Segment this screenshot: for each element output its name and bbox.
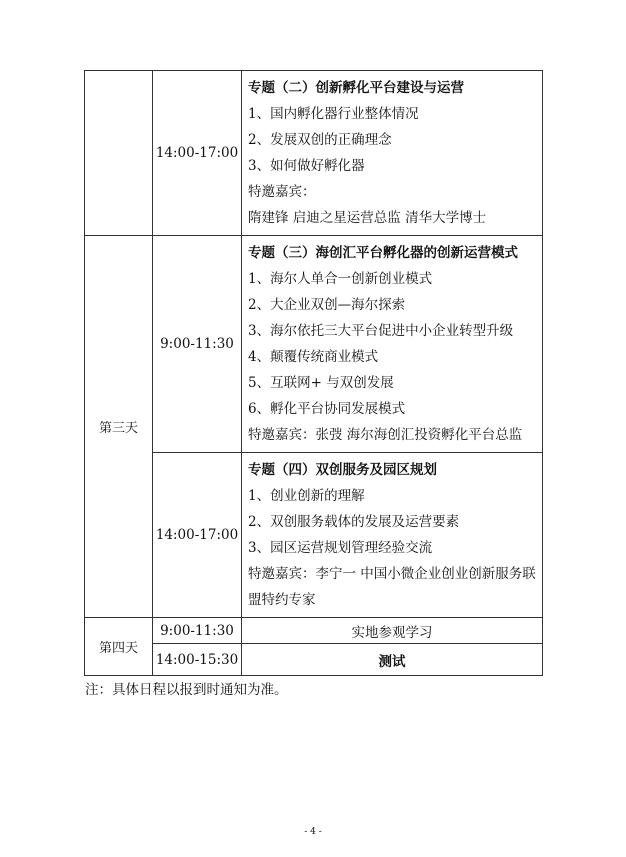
- day-cell: 第三天: [85, 236, 153, 618]
- session-title: 专题（四）双创服务及园区规划: [248, 462, 437, 478]
- content-cell: [242, 71, 543, 236]
- list-item: 4、颠覆传统商业模式: [248, 349, 379, 365]
- table-row: [85, 644, 543, 676]
- day-cell: 第四天: [85, 618, 153, 676]
- day-cell-empty: [85, 71, 153, 236]
- time-cell: 14:00-17:00: [153, 71, 242, 236]
- content-cell: [242, 236, 543, 453]
- session-title: 专题（三）海创汇平台孵化器的创新运营模式: [248, 245, 518, 261]
- session-title: 专题（二）创新孵化平台建设与运营: [248, 80, 464, 96]
- time-cell: 9:00-11:30: [153, 618, 242, 644]
- table-row: [85, 453, 543, 618]
- list-item: 5、互联网+ 与双创发展: [248, 375, 394, 391]
- list-item: 3、如何做好孵化器: [248, 158, 365, 174]
- table-row: [85, 71, 543, 236]
- guest-info: 特邀嘉宾：张弢 海尔海创汇投资孵化平台总监: [248, 427, 523, 443]
- time-cell: 14:00-15:30: [153, 644, 242, 676]
- list-item: 2、发展双创的正确理念: [248, 132, 392, 148]
- time-cell: 9:00-11:30: [153, 236, 242, 453]
- footnote: 注：具体日程以报到时通知为准。: [85, 682, 288, 698]
- guest-label: 特邀嘉宾：: [248, 184, 316, 200]
- activity-cell: 测试: [242, 644, 543, 676]
- page-number: - 4 -: [304, 827, 322, 837]
- list-item: 1、海尔人单合一创新创业模式: [248, 271, 433, 287]
- list-item: 2、大企业双创—海尔探索: [248, 297, 406, 313]
- list-item: 2、双创服务载体的发展及运营要素: [248, 514, 460, 530]
- schedule-table: [84, 70, 543, 676]
- list-item: 3、园区运营规划管理经验交流: [248, 540, 433, 556]
- guest-info: 特邀嘉宾：李宁一 中国小微企业创业创新服务联盟特约专家: [248, 566, 536, 608]
- list-item: 6、孵化平台协同发展模式: [248, 401, 406, 417]
- table-row: [85, 236, 543, 453]
- table-row: [85, 618, 543, 644]
- activity-cell: 实地参观学习: [242, 618, 543, 644]
- list-item: 1、创业创新的理解: [248, 488, 365, 504]
- time-cell: 14:00-17:00: [153, 453, 242, 618]
- content-cell: [242, 453, 543, 618]
- list-item: 1、国内孵化器行业整体情况: [248, 106, 419, 122]
- list-item: 3、海尔依托三大平台促进中小企业转型升级: [248, 323, 514, 339]
- guest-info: 隋建锋 启迪之星运营总监 清华大学博士: [248, 210, 487, 226]
